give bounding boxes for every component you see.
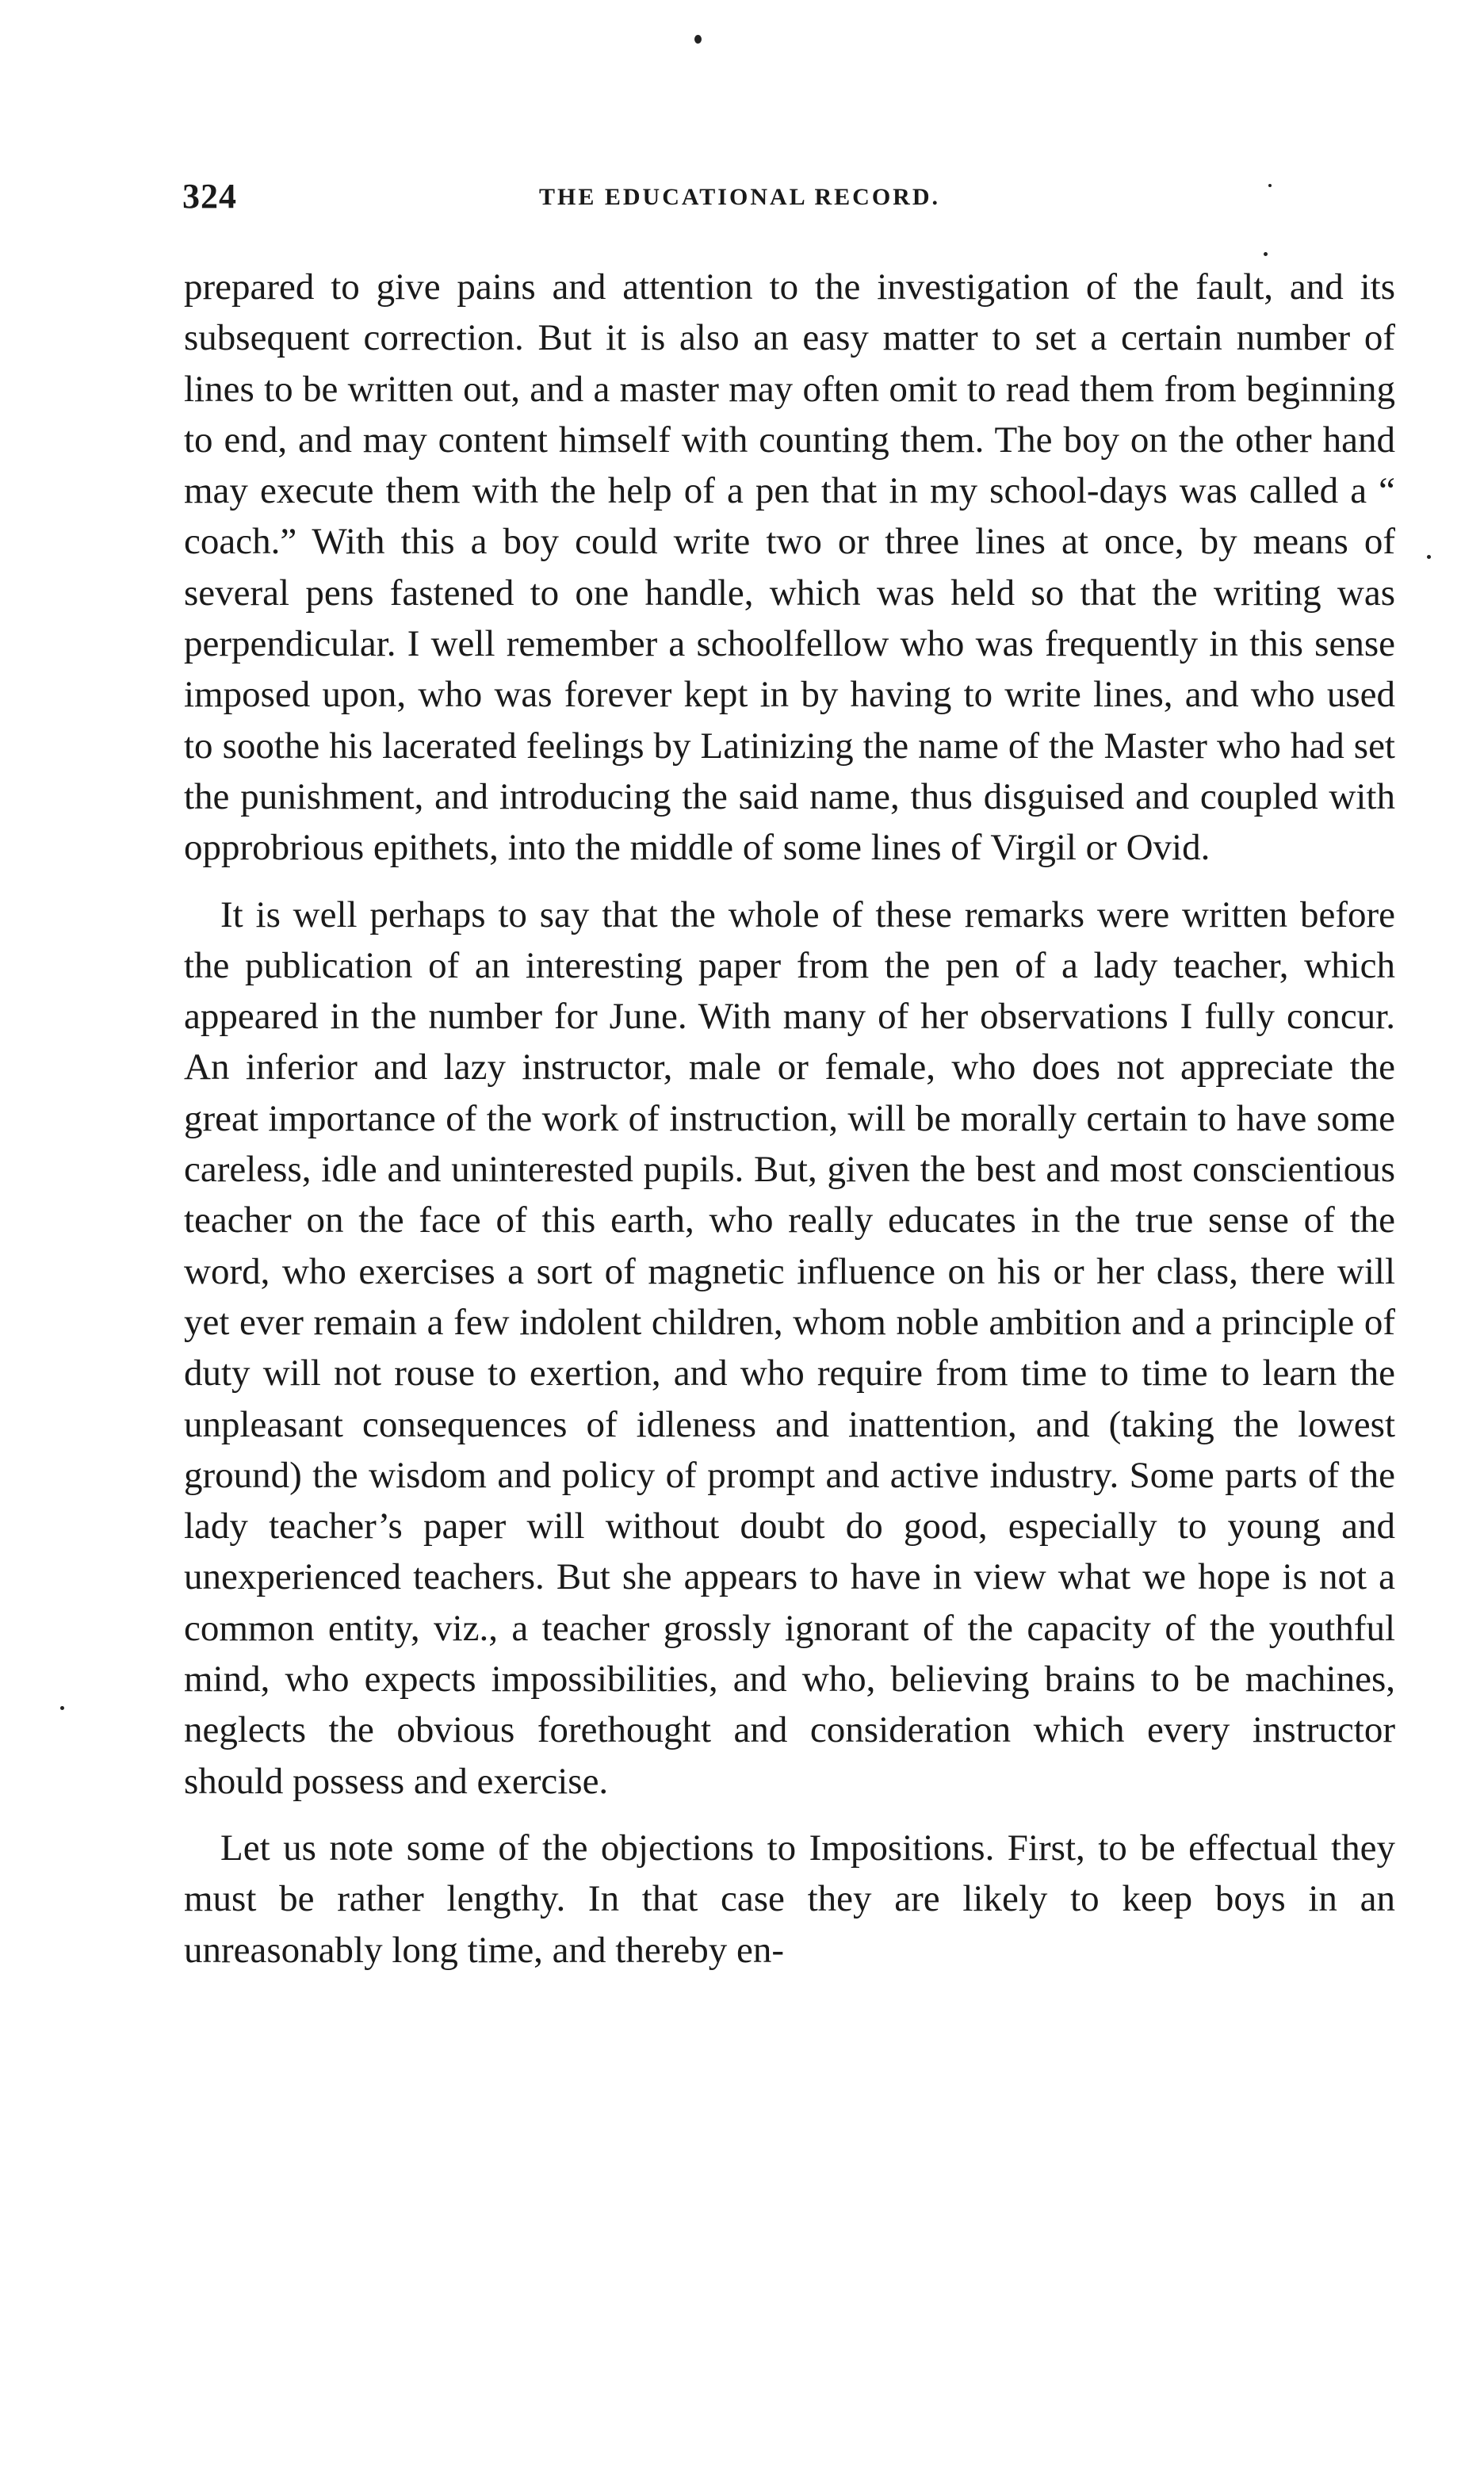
print-speck xyxy=(60,1706,64,1710)
article-body xyxy=(184,262,1395,1991)
print-speck xyxy=(1427,555,1431,559)
page-header xyxy=(182,176,1395,224)
paragraph: It is well perhaps to say that the whole of these remarks were written before the publication of an interesting paper from the pen of a lady teacher, which appeared in the number for June. With many of her observations I fully concur. An inferior and lazy instructor, male or female, who does not appreciate the great importance of the work of instruction, will be morally certain to have some careless, idle and uninterested pupils. But, given the best and most conscientious teacher on the face of this earth, who really educates in the true sense of the word, who exercises a sort of magnetic influence on his or her class, there will yet ever remain a few indolent children, whom noble ambition and a principle of duty will not rouse to exertion, and who require from time to time to learn the unpleasant consequences of idleness and inattention, and (taking the lowest ground) the wisdom and policy of prompt and active industry. Some parts of the lady teacher’s paper will without doubt do good, especially to young and unexperienced teachers. But she appears to have in view what we hope is not a common entity, viz., a teacher grossly ignorant of the capacity of the youthful mind, who expects impossibilities, and who, believing brains to be machines, neglects the obvious forethought and consideration which every instructor should possess and exercise. xyxy=(184,893,1395,1802)
print-speck xyxy=(1264,252,1268,256)
print-speck xyxy=(694,35,702,44)
running-title: THE EDUCATIONAL RECORD. xyxy=(539,184,941,210)
paragraph-continued: prepared to give pains and attention to the investigation of the fault, and its subsequent correction. But it is also an easy matter to set a certain number of lines to be written out, and a master may often omit to read them from beginning to end, and may content himself with counting them. The boy on the other hand may execute them with the help of a pen that in my school-days was called a “ coach.” With this a boy could write two or three lines at once, by means of several pens fastened to one handle, which was held so that the writing was perpendicular. I well remember a schoolfellow who was frequently in this sense imposed upon, who was forever kept in by having to write lines, and who used to soothe his lacerated feelings by Latinizing the name of the Master who had set the punishment, and introducing the said name, thus disguised and coupled with opprobrious epithets, into the middle of some lines of Virgil or Ovid. xyxy=(184,266,1395,869)
page-number: 324 xyxy=(182,177,237,216)
paragraph: Let us note some of the objections to Impositions. First, to be effectual they must be rather lengthy. In that case they are likely to keep boys in an unreasonably long time, and thereby en- xyxy=(184,1827,1395,1971)
